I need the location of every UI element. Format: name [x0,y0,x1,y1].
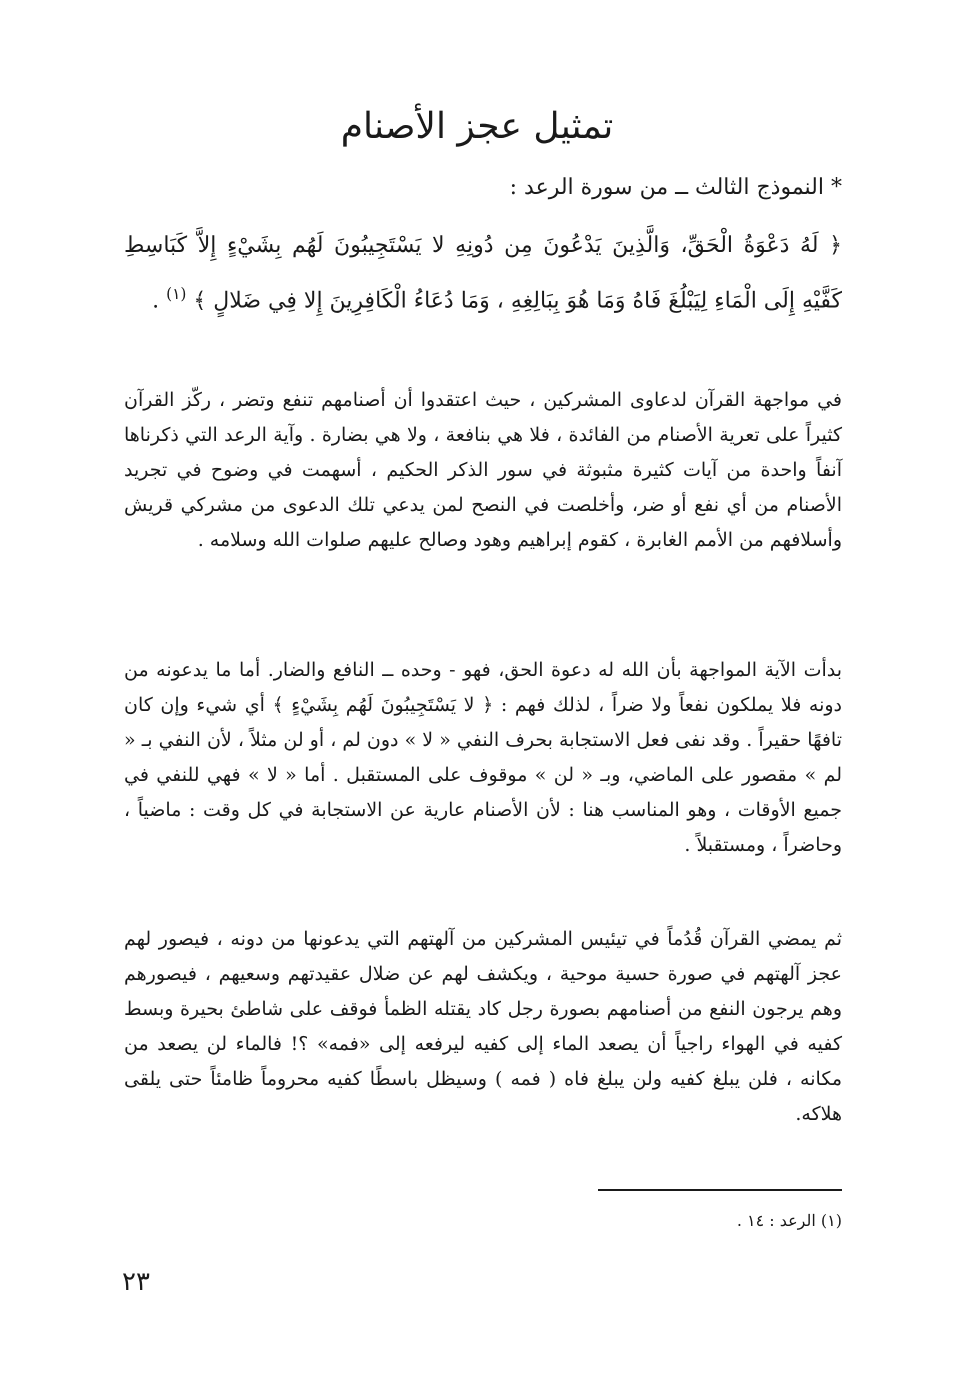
paragraph-text: بدأت الآية المواجهة بأن الله له دعوة الحق، فهو - وحده ــ النافع والضار. أما ما يدعونه من دونه فلا يملكون نفعاً ولا ضراً ، لذلك فهم : ﴿ لا يَسْتَجِيبُونَ لَهُم بِشَيْءٍ ﴾ أي شيء وإن كان تافهًا حقيراً . وقد نفى فعل الاستجابة بحرف النفي « لا » دون لم ، أو لن مثلاً ، لأن النفي بـ « لم » مقصور على الماضي، وبـ « لن » موقوف على المستقبل . أما « لا » فهي للنفي في جميع الأوقات ، وهو المناسب هنا : لأن الأصنام عارية عن الاستجابة في كل وقت : ماضياً ، وحاضراً ، ومستقبلاً . [124,659,842,856]
verse-text: ﴿ لَهُ دَعْوَةُ الْحَقِّ، وَالَّذِينَ يَدْعُونَ مِن دُونِهِ لا يَسْتَجِيبُونَ لَهُم بِشَيْءٍ إِلاَّ كَبَاسِطِ كَفَّيْهِ إِلَى الْمَاءِ لِيَبْلُغَ فَاهُ وَمَا هُوَ بِبَالِغِهِ ، وَمَا دُعَاءُ الْكَافِرِينَ إِلا فِي ضَلالٍ ﴾ [124,233,842,314]
quran-verse [124,222,842,325]
page-number: ٢٣ [122,1267,150,1297]
paragraph-text: ثم يمضي القرآن قُدُماً في تيئيس المشركين من آلهتهم التي يدعونها من دونه ، فيصور لهم عجز آلهتهم في صورة حسية موحية ، ويكشف لهم عن ضلال عقيدتهم وسعيهم ، فيصورهم وهم يرجون النفع من أصنامهم بصورة رجل كاد يقتله الظمأ فوقف على شاطئ بحيرة وبسط كفيه في الهواء راجياً أن يصعد الماء إلى كفيه ليرفعه إلى «فمه» ؟! فالماء لن يصعد من مكانه ، فلن يبلغ كفيه ولن يبلغ فاه ( فمه ) وسيظل باسطًا كفيه محروماً ظامئاً حتى يلقى هلاكه. [124,928,842,1125]
paragraph-1 [124,383,842,558]
paragraph-2 [124,653,842,863]
paragraph-3 [124,922,842,1132]
footnote: (١) الرعد : ١٤ . [736,1211,842,1230]
paragraph-text: في مواجهة القرآن لدعاوى المشركين ، حيث اعتقدوا أن أصنامهم تنفع وتضر ، ركّز القرآن كثيراً على تعرية الأصنام من الفائدة ، فلا هي بنافعة ، ولا هي بضارة . وآية الرعد التي ذكرناها آنفاً واحدة من آيات كثيرة مثبوثة في سور الذكر الحكيم ، أسهمت في وضوح في تجريد الأصنام من أي نفع أو ضر، وأخلصت في النصح لمن يدعي تلك الدعوى من مشركي قريش وأسلافهم من الأمم الغابرة ، كقوم إبراهيم وهود وصالح عليهم صلوات الله وسلامه . [124,389,842,551]
verse-period: . [152,288,160,314]
footnote-divider [598,1189,842,1191]
footnote-marker: (١) [166,285,187,303]
section-subheading: * النموذج الثالث ــ من سورة الرعد : [509,175,842,200]
page-title: تمثيل عجز الأصنام [340,106,614,147]
